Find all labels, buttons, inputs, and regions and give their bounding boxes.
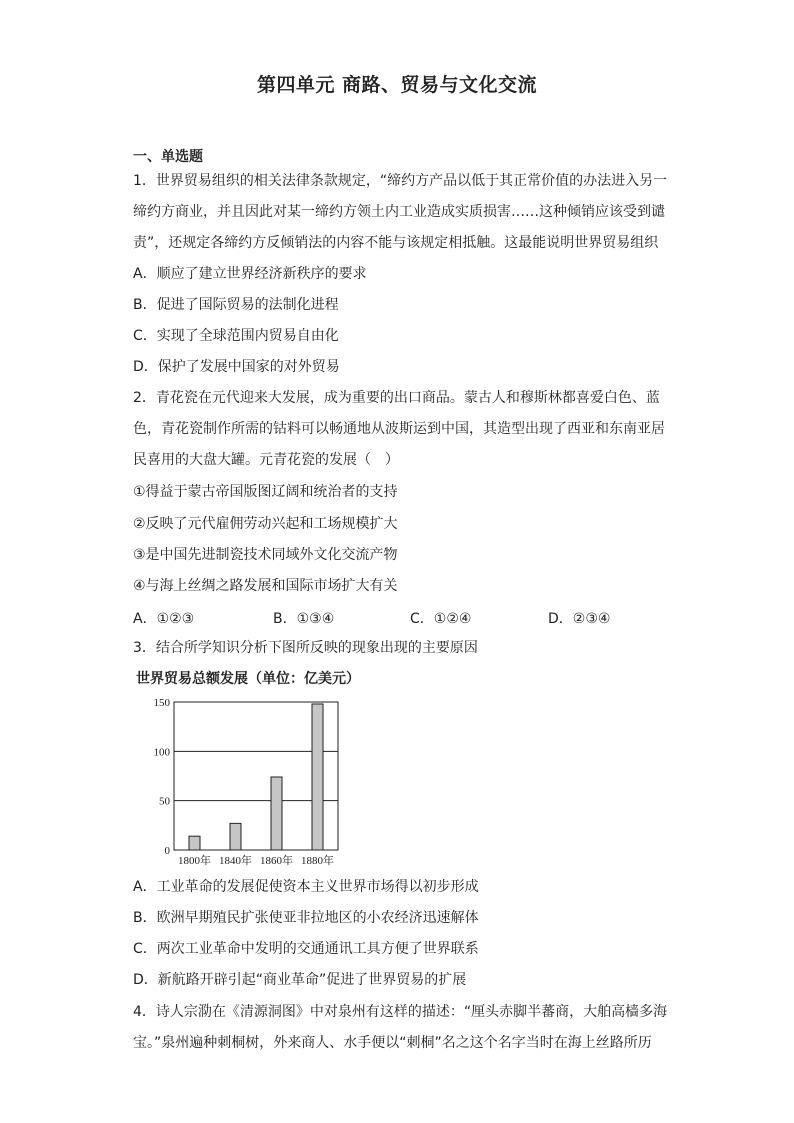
q2-item-3: ③是中国先进制瓷技术同域外文化交流产物 (133, 547, 398, 563)
q3-option-c: C．两次工业革命中发明的交通通讯工具方便了世界联系 (133, 941, 479, 957)
q1-option-a: A．顺应了建立世界经济新秩序的要求 (133, 266, 367, 282)
q4-stem-line-2: 宝。”泉州遍种刺桐树，外来商人、水手便以“刺桐”名之这个名字当时在海上丝路所历 (133, 1035, 652, 1051)
q2-item-2: ②反映了元代雇佣劳动兴起和工场规模扩大 (133, 516, 398, 532)
x-tick-label: 1860年 (260, 855, 293, 867)
q3-option-d: D．新航路开辟引起“商业革命”促进了世界贸易的扩展 (133, 972, 467, 988)
chart-bars (189, 704, 323, 850)
q3-option-a: A．工业革命的发展促使资本主义世界市场得以初步形成 (133, 879, 479, 895)
q3-stem: 3．结合所学知识分析下图所反映的现象出现的主要原因 (133, 640, 478, 656)
x-tick-label: 1800年 (178, 855, 211, 867)
q2-item-4: ④与海上丝绸之路发展和国际市场扩大有关 (133, 578, 398, 594)
y-tick-label: 150 (153, 697, 170, 709)
bar (312, 704, 323, 850)
q2-option-a: A．①②③ (133, 611, 195, 627)
q1-option-d: D．保护了发展中国家的对外贸易 (133, 359, 340, 375)
chart-y-tick-labels (154, 697, 171, 857)
q1-stem-line-1: 1．世界贸易组织的相关法律条款规定，“缔约方产品以低于其正常价值的办法进入另一 (133, 173, 668, 189)
q2-item-1: ①得益于蒙古帝国版图辽阔和统治者的支持 (133, 484, 398, 500)
q2-option-d: D．②③④ (548, 611, 611, 627)
y-tick-label: 0 (164, 845, 170, 857)
bar (230, 823, 241, 850)
q2-stem-line-2: 色，青花瓷制作所需的钴料可以畅通地从波斯运到中国，其造型出现了西亚和东南亚居 (133, 421, 665, 437)
q2-options-row (133, 608, 653, 628)
bar (271, 777, 282, 850)
q2-stem-line-1: 2．青花瓷在元代迎来大发展，成为重要的出口商品。蒙古人和穆斯林都喜爱白色、蓝 (133, 390, 660, 406)
bar (189, 836, 200, 850)
y-tick-label: 50 (159, 795, 170, 808)
q3-option-b: B．欧洲早期殖民扩张使亚非拉地区的小农经济迅速解体 (133, 910, 479, 926)
q2-option-c: C．①②④ (410, 611, 472, 627)
x-tick-label: 1840年 (219, 855, 252, 867)
q1-stem-line-2: 缔约方商业，并且因此对某一缔约方领土内工业造成实质损害……这种倾销应该受到谴 (133, 204, 665, 220)
chart-x-tick-labels (178, 853, 334, 867)
y-tick-label: 100 (153, 746, 170, 759)
section-heading: 一、单选题 (133, 149, 203, 165)
trade-bar-chart (136, 692, 366, 870)
q4-stem-line-1: 4．诗人宗泐在《清源洞图》中对泉州有这样的描述：“厘头赤脚半蕃商，大舶高樯多海 (133, 1004, 668, 1020)
q2-option-b: B．①③④ (273, 611, 335, 627)
q1-option-b: B．促进了国际贸易的法制化进程 (133, 297, 339, 313)
q1-stem-line-3: 责”，还规定各缔约方反倾销法的内容不能与该规定相抵触。这最能说明世界贸易组织 (133, 235, 659, 251)
q1-option-c: C．实现了全球范围内贸易自由化 (133, 328, 339, 344)
page-title: 第四单元 商路、贸易与文化交流 (256, 74, 538, 96)
q2-stem-line-3: 民喜用的大盘大罐。元青花瓷的发展（ ） (133, 452, 399, 468)
chart-title: 世界贸易总额发展（单位：亿美元） (136, 671, 360, 687)
x-tick-label: 1880年 (301, 855, 334, 867)
